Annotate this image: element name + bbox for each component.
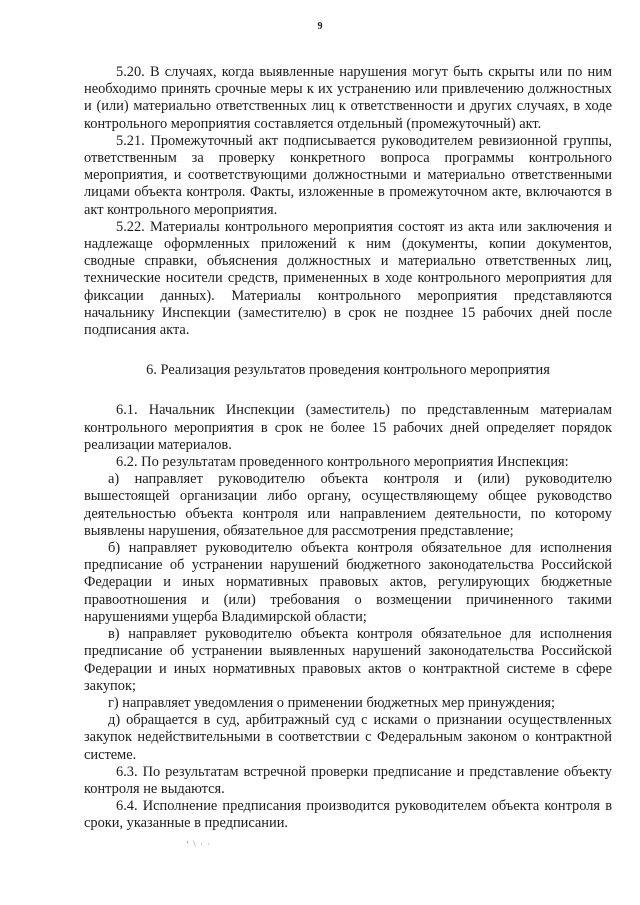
paragraph-6-2: 6.2. По результатам проведенного контрольного мероприятия Инспекция: xyxy=(116,454,569,471)
paragraph-5-22: 5.22. Материалы контрольного мероприятия состоят из акта или заключения и надлежаще оформленных приложений к ним (документы, копии документов, сводные справки, объяснения должностных и материально ответственных лиц, технические носители средств, примененных в ходе контрольного мероприятия для фиксации данных). Материалы контрольного мероприятия представляются начальнику Инспекции (заместителю) в срок не позднее 15 рабочих дней после подписания акта. xyxy=(84,218,612,339)
paragraph-6-3: 6.3. По результатам встречной проверки предписание и представление объекту контроля не выдаются. xyxy=(84,763,612,797)
list-item-d: д) обращается в суд, арбитражный суд с исками о признании осуществленных закупок недействительными в соответствии с Федеральным законом о контрактной системе. xyxy=(84,712,612,763)
page-number: 9 xyxy=(317,21,323,32)
paragraph-5-21: 5.21. Промежуточный акт подписывается руководителем ревизионной группы, ответственным за проверку конкретного вопроса программы контрольного мероприятия, и соответствующими должностными и материально ответственными лицами объекта контроля. Факты, изложенные в промежуточном акте, включаются в акт контрольного мероприятия. xyxy=(84,132,612,218)
document-body xyxy=(84,64,612,833)
list-item-b: б) направляет руководителю объекта контроля обязательное для исполнения предписание об устранении нарушений бюджетного законодательства Российской Федерации и иных нормативных правовых актов, регулирующих бюджетные правоотношения и (или) требования о возмещении причиненного такими нарушениями ущерба Владимирской области; xyxy=(84,540,612,625)
paragraph-6-1: 6.1. Начальник Инспекции (заместитель) по представленным материалам контрольного мероприятия в срок не более 15 рабочих дней определяет порядок реализации материалов. xyxy=(84,402,612,453)
list-item-a: а) направляет руководителю объекта контроля и (или) руководителю вышестоящей организации либо органу, осуществляющему общее руководство деятельностью объекта контроля или направлением деятельности, по которому выявлены нарушения, обязательное для рассмотрения представление; xyxy=(84,471,612,539)
section-6-heading: 6. Реализация результатов проведения контрольного мероприятия xyxy=(146,362,550,379)
list-item-v: в) направляет руководителю объекта контроля обязательное для исполнения предписание об устранении выявленных нарушений законодательства Российской Федерации и иных нормативных правовых актов о контрактной системе в сфере закупок; xyxy=(84,626,612,694)
scan-artifact: ‘ \ · · xyxy=(186,839,212,849)
list-item-g: г) направляет уведомления о применении бюджетных мер принуждения; xyxy=(108,694,555,711)
paragraph-5-20: 5.20. В случаях, когда выявленные нарушения могут быть скрыты или по ним необходимо принять срочные меры к их устранению или привлечению должностных и (или) материально ответственных лиц к ответственности и других случаях, в ходе контрольного мероприятия составляется отдельный (промежуточный) акт. xyxy=(84,64,612,132)
paragraph-6-4: 6.4. Исполнение предписания производится руководителем объекта контроля в сроки, указанные в предписании. xyxy=(84,798,612,832)
